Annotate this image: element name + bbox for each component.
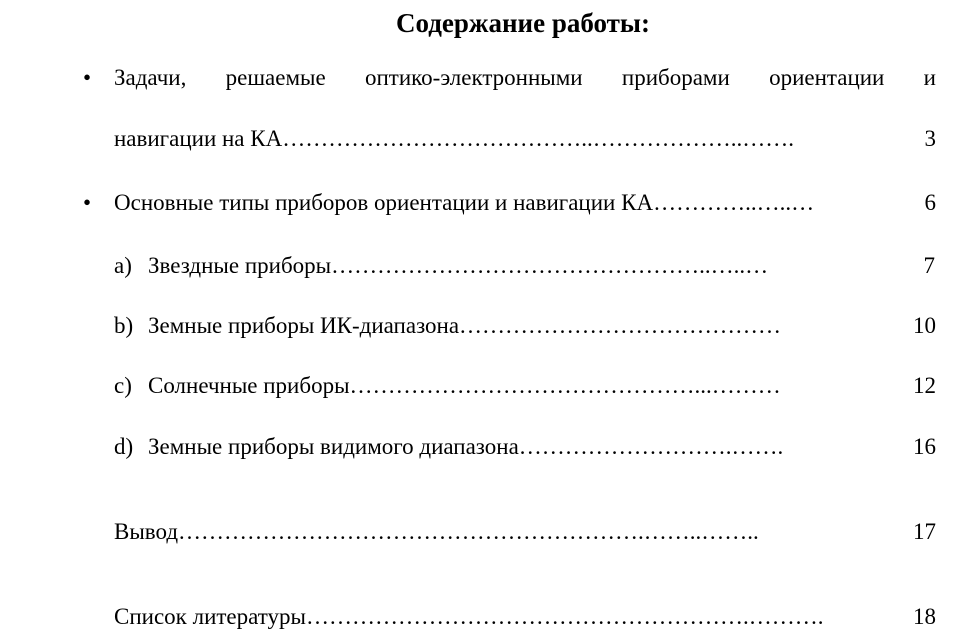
toc-entry-1-line-1 bbox=[114, 63, 936, 93]
toc-entry-label: Основные типы приборов ориентации и навигации КА bbox=[114, 190, 654, 215]
toc-page-number: 18 bbox=[913, 604, 936, 629]
toc-entry-label: Земные приборы ИК-диапазона bbox=[148, 313, 460, 338]
toc-entry-1-word: ориентации bbox=[769, 65, 885, 90]
toc-entry-label: Звездные приборы bbox=[148, 253, 332, 278]
toc-subentry-marker: a) bbox=[114, 253, 132, 278]
toc-conclusion bbox=[114, 517, 936, 547]
toc-dot-leader: …………………………………… bbox=[459, 313, 782, 338]
toc-entry-1-word: приборами bbox=[621, 65, 730, 90]
toc-dot-leader: …………..…..… bbox=[653, 190, 815, 215]
toc-page-number: 3 bbox=[924, 126, 936, 151]
toc-subentry-marker: d) bbox=[114, 434, 134, 459]
page-title: Содержание работы: bbox=[396, 8, 650, 38]
toc-subentry-marker: b) bbox=[114, 313, 134, 338]
toc-subentry-d bbox=[114, 432, 936, 462]
toc-entry-1-word: решаемые bbox=[225, 65, 326, 90]
toc-entry-1-word: Задачи, bbox=[114, 65, 187, 90]
toc-page-number: 6 bbox=[924, 190, 936, 215]
toc-subentry-c bbox=[114, 371, 936, 401]
toc-subentry-marker: c) bbox=[114, 373, 132, 398]
toc-dot-leader: …………………………………………..…..… bbox=[331, 253, 769, 278]
toc-entry-label: Вывод bbox=[114, 519, 179, 544]
toc-page-number: 17 bbox=[913, 519, 936, 544]
toc-page-number: 16 bbox=[913, 434, 936, 459]
toc-entry-label: навигации на КА bbox=[114, 126, 283, 151]
bullet-icon: • bbox=[83, 65, 92, 90]
toc-dot-leader: ………………………………………………….………. bbox=[305, 604, 824, 629]
toc-entry-1-word: и bbox=[923, 65, 936, 90]
toc-page-number: 7 bbox=[923, 253, 935, 278]
toc-dot-leader: ………………………………………...……… bbox=[349, 373, 781, 398]
toc-entry-2 bbox=[114, 188, 936, 218]
toc-references bbox=[114, 602, 936, 632]
toc-subentry-a bbox=[114, 251, 935, 281]
toc-entry-1-word: оптико-электронными bbox=[364, 65, 583, 90]
bullet-icon: • bbox=[83, 190, 92, 215]
toc-entry-label: Список литературы bbox=[114, 604, 306, 629]
toc-page-number: 12 bbox=[913, 373, 936, 398]
toc-entry-label: Солнечные приборы bbox=[148, 373, 350, 398]
toc-page-number: 10 bbox=[913, 313, 936, 338]
toc-entry-1-line-2 bbox=[114, 124, 936, 154]
toc-dot-leader: …………………………………………………….……..…….. bbox=[178, 519, 759, 544]
toc-entry-label: Земные приборы видимого диапазона bbox=[148, 434, 519, 459]
toc-subentry-b bbox=[114, 311, 936, 341]
toc-dot-leader: ……………………….……. bbox=[518, 434, 784, 459]
toc-dot-leader: …………………………………..………………..……. bbox=[282, 126, 794, 151]
